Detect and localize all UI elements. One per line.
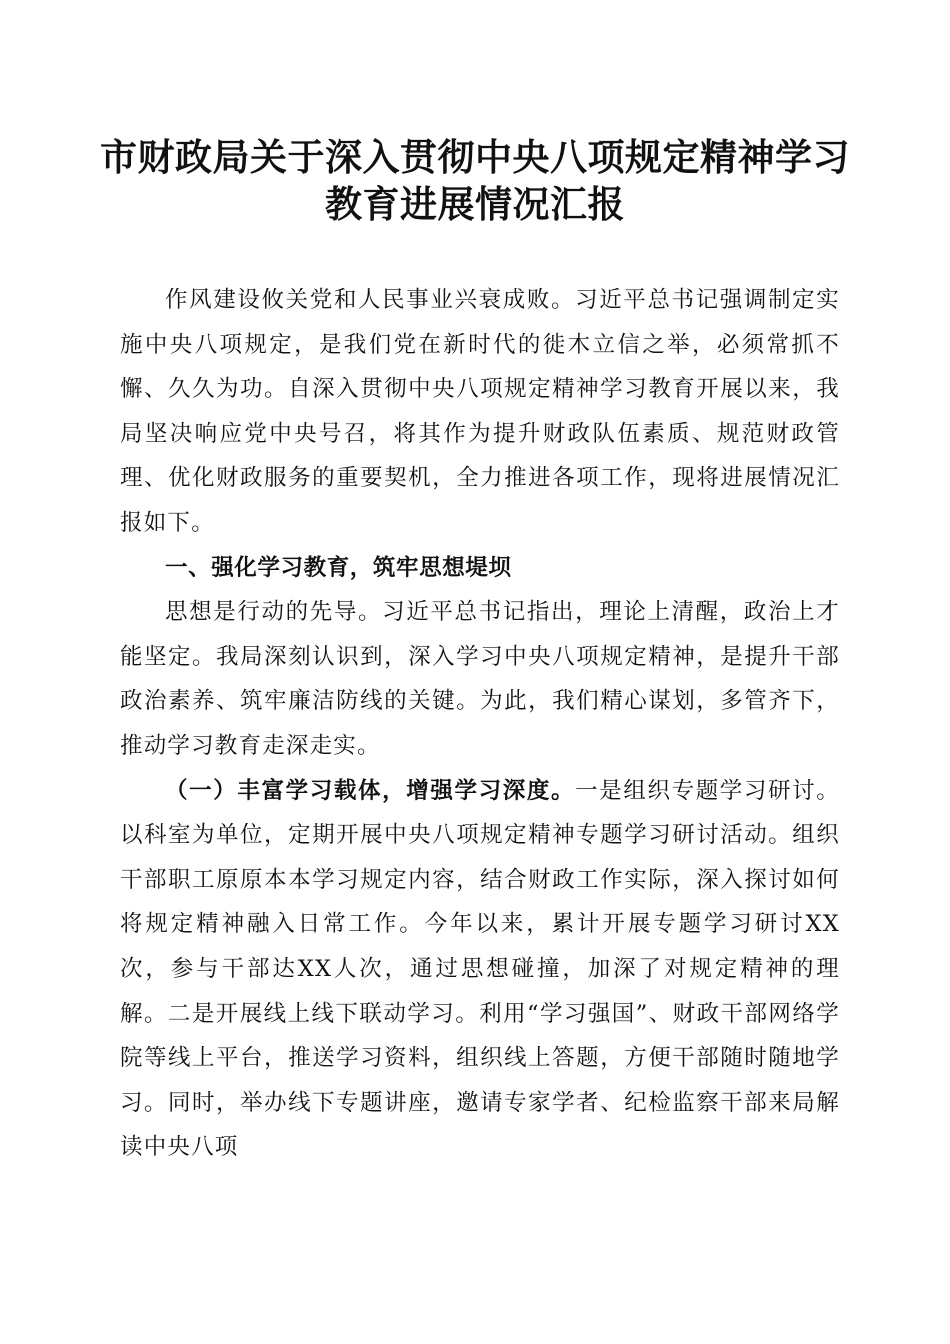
subsection-body: 一是组织专题学习研讨。以科室为单位，定期开展中央八项规定精神专题学习研讨活动。组织干部职工原原本本学习规定内容，结合财政工作实际，深入探讨如何将规定精神融入日常工作。今年以来，累计开展专题学习研讨XX次，参与干部达XX人次，通过思想碰撞，加深了对规定精神的理解。二是开展线上线下联动学习。利用“学习强国”、财政干部网络学院等线上平台，推送学习资料，组织线上答题，方便干部随时随地学习。同时，举办线下专题讲座，邀请专家学者、纪检监察干部来局解读中央八项: [120, 777, 840, 1161]
title-line-2: 教育进展情况汇报: [325, 182, 625, 226]
section-paragraph: 思想是行动的先导。习近平总书记指出，理论上清醒，政治上才能坚定。我局深刻认识到，深入学习中央八项规定精神，是提升干部政治素养、筑牢廉洁防线的关键。为此，我们精心谋划，多管齐下，推动学习教育走深走实。: [120, 599, 840, 759]
subsection-paragraph: [120, 769, 840, 1170]
intro-paragraph: 作风建设攸关党和人民事业兴衰成败。习近平总书记强调制定实施中央八项规定，是我们党在新时代的徙木立信之举，必须常抓不懈、久久为功。自深入贯彻中央八项规定精神学习教育开展以来，我局坚决响应党中央号召，将其作为提升财政队伍素质、规范财政管理、优化财政服务的重要契机，全力推进各项工作，现将进展情况汇报如下。: [120, 287, 840, 536]
subsection-heading: （一）丰富学习载体，增强学习深度。: [165, 777, 576, 804]
title-line-1: 市财政局关于深入贯彻中央八项规定精神学习: [100, 135, 850, 179]
document-body: [120, 278, 840, 1170]
document-title: [80, 134, 870, 228]
section-heading: 一、强化学习教育，筑牢思想堤坝: [165, 554, 512, 581]
